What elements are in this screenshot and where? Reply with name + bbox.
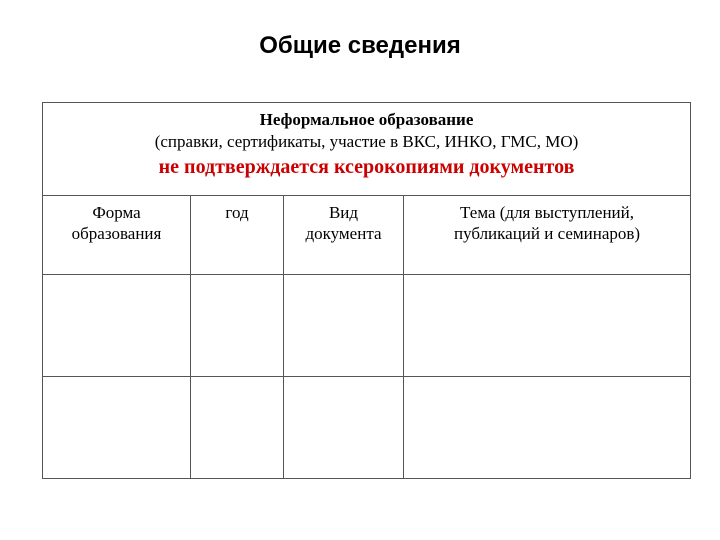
table-cell-document-type[interactable]	[284, 377, 404, 479]
table-header-warning: не подтверждается ксерокопиями документов	[158, 156, 575, 178]
table-row	[43, 275, 691, 377]
table-cell-form[interactable]	[43, 377, 191, 479]
table-header-subtitle: (справки, сертификаты, участие в ВКС, ИНКО, ГМС, МО)	[154, 132, 579, 151]
column-header-document-type	[284, 196, 404, 275]
column-header-year	[191, 196, 284, 275]
column-header-year-label: год	[225, 203, 249, 222]
column-header-topic-label: Тема (для выступлений, публикаций и семинаров)	[453, 203, 641, 243]
table-row	[43, 377, 691, 479]
table-cell-year[interactable]	[191, 275, 284, 377]
table-cell-topic[interactable]	[404, 275, 691, 377]
column-header-topic	[404, 196, 691, 275]
table-cell-form[interactable]	[43, 275, 191, 377]
table-cell-year[interactable]	[191, 377, 284, 479]
table-header-title: Неформальное образование	[259, 110, 474, 129]
column-header-row	[43, 196, 691, 275]
table-header-cell	[43, 103, 691, 196]
informal-education-table	[42, 102, 691, 479]
page-title: Общие сведения	[259, 32, 461, 59]
column-header-form	[43, 196, 191, 275]
table-header-row	[43, 103, 691, 196]
column-header-form-label: Форма образования	[71, 203, 162, 243]
table-cell-document-type[interactable]	[284, 275, 404, 377]
table-cell-topic[interactable]	[404, 377, 691, 479]
column-header-document-type-label: Вид документа	[305, 203, 382, 243]
